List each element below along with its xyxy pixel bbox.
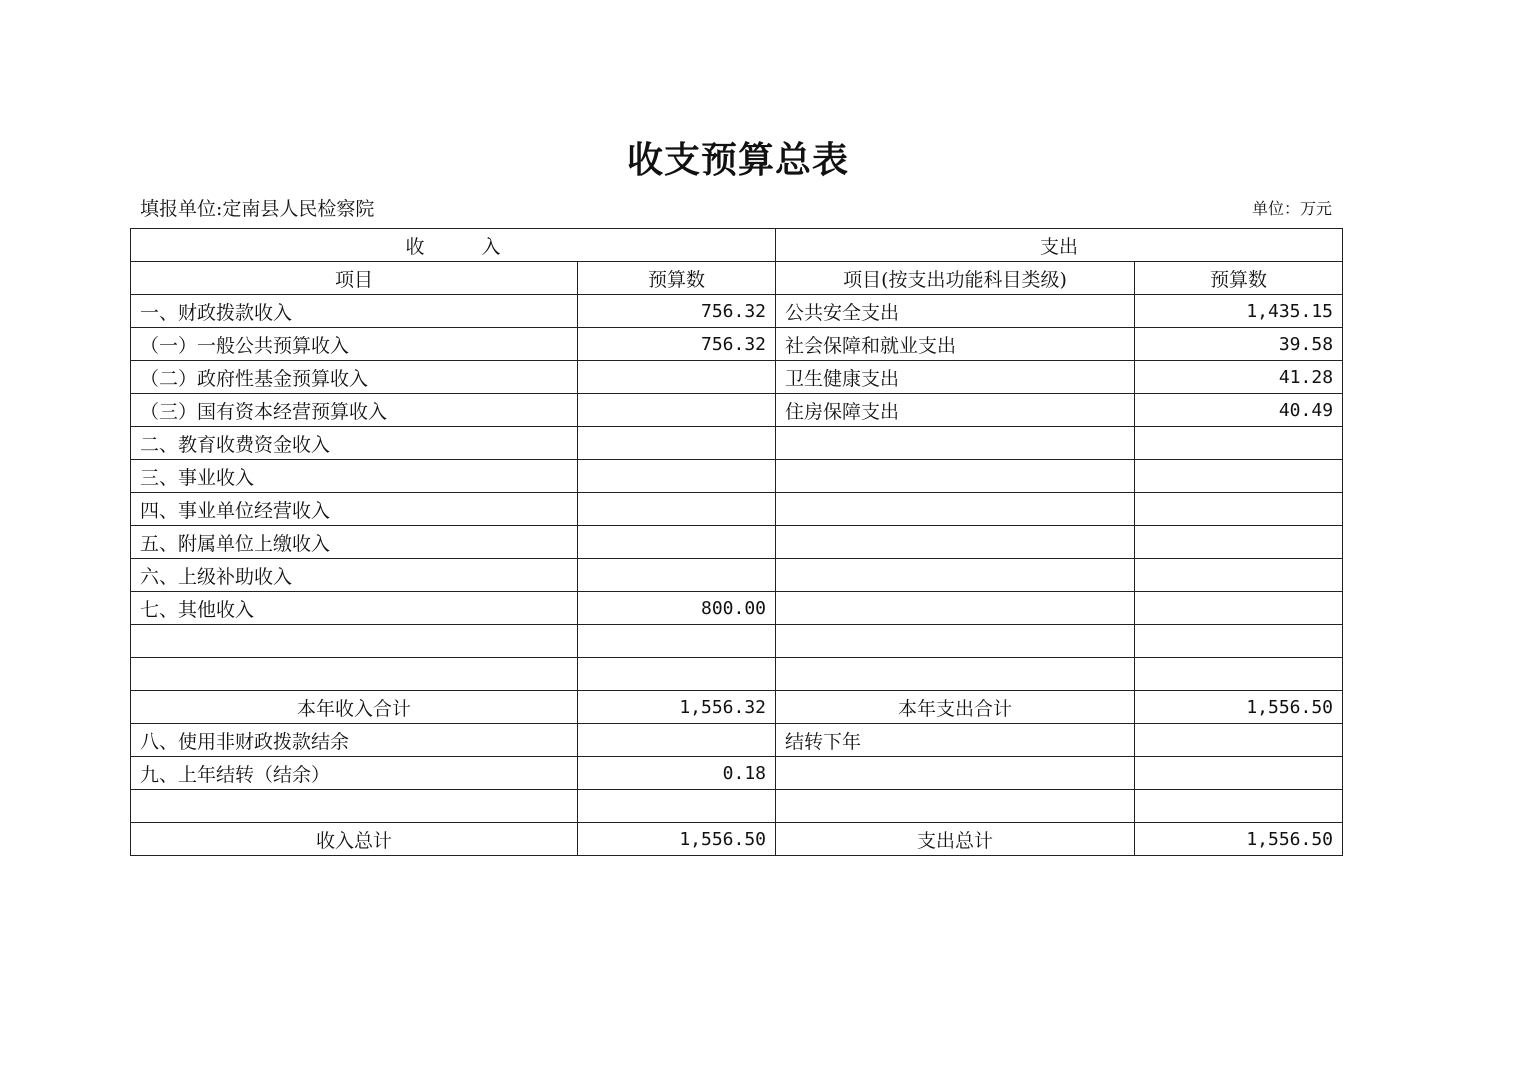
header-row-sections xyxy=(131,229,1343,262)
expense-item xyxy=(776,592,1135,625)
header-row-columns xyxy=(131,262,1343,295)
table-row xyxy=(131,625,1343,658)
income-amount xyxy=(578,361,776,394)
income-amount: 756.32 xyxy=(578,295,776,328)
table-row xyxy=(131,328,1343,361)
income-amount: 800.00 xyxy=(578,592,776,625)
income-item: 五、附属单位上缴收入 xyxy=(131,526,578,559)
expense-item xyxy=(776,625,1135,658)
table-row xyxy=(131,757,1343,790)
table-row xyxy=(131,493,1343,526)
total-row xyxy=(131,823,1343,856)
expense-amount: 39.58 xyxy=(1135,328,1343,361)
income-item xyxy=(131,625,578,658)
table-row xyxy=(131,526,1343,559)
expense-item xyxy=(776,526,1135,559)
expense-item xyxy=(776,757,1135,790)
expense-amount-header: 预算数 xyxy=(1135,262,1343,295)
income-amount xyxy=(578,526,776,559)
expense-item xyxy=(776,559,1135,592)
income-amount: 756.32 xyxy=(578,328,776,361)
expense-amount xyxy=(1135,592,1343,625)
table-row xyxy=(131,460,1343,493)
expense-item xyxy=(776,790,1135,823)
expense-item-header: 项目(按支出功能科目类级) xyxy=(776,262,1135,295)
expense-amount: 41.28 xyxy=(1135,361,1343,394)
expense-amount xyxy=(1135,724,1343,757)
expense-amount: 1,435.15 xyxy=(1135,295,1343,328)
income-amount xyxy=(578,625,776,658)
expense-amount xyxy=(1135,790,1343,823)
income-total-label: 收入总计 xyxy=(131,823,578,856)
expense-amount xyxy=(1135,526,1343,559)
expense-amount: 40.49 xyxy=(1135,394,1343,427)
income-item xyxy=(131,790,578,823)
income-item: （一）一般公共预算收入 xyxy=(131,328,578,361)
table-row xyxy=(131,295,1343,328)
income-subtotal-amount: 1,556.32 xyxy=(578,691,776,724)
table-row xyxy=(131,361,1343,394)
expense-item: 住房保障支出 xyxy=(776,394,1135,427)
income-item: （三）国有资本经营预算收入 xyxy=(131,394,578,427)
expense-item: 卫生健康支出 xyxy=(776,361,1135,394)
expense-amount xyxy=(1135,493,1343,526)
table-row xyxy=(131,394,1343,427)
table-row xyxy=(131,790,1343,823)
income-amount xyxy=(578,394,776,427)
expense-amount xyxy=(1135,625,1343,658)
expense-section-header: 支出 xyxy=(776,229,1343,262)
expense-total-label: 支出总计 xyxy=(776,823,1135,856)
expense-amount xyxy=(1135,460,1343,493)
expense-item: 社会保障和就业支出 xyxy=(776,328,1135,361)
subtotal-row xyxy=(131,691,1343,724)
income-subtotal-label: 本年收入合计 xyxy=(131,691,578,724)
income-item: 八、使用非财政拨款结余 xyxy=(131,724,578,757)
page-title: 收支预算总表 xyxy=(626,139,849,181)
expense-subtotal-label: 本年支出合计 xyxy=(776,691,1135,724)
income-item: 六、上级补助收入 xyxy=(131,559,578,592)
income-item: 九、上年结转（结余） xyxy=(131,757,578,790)
table-row xyxy=(131,724,1343,757)
income-amount xyxy=(578,493,776,526)
income-item-header: 项目 xyxy=(131,262,578,295)
expense-item: 公共安全支出 xyxy=(776,295,1135,328)
expense-amount xyxy=(1135,427,1343,460)
income-amount: 0.18 xyxy=(578,757,776,790)
expense-item xyxy=(776,460,1135,493)
income-amount xyxy=(578,559,776,592)
expense-amount xyxy=(1135,757,1343,790)
income-item: 四、事业单位经营收入 xyxy=(131,493,578,526)
table-row xyxy=(131,592,1343,625)
expense-item: 结转下年 xyxy=(776,724,1135,757)
expense-total-amount: 1,556.50 xyxy=(1135,823,1343,856)
income-item: 三、事业收入 xyxy=(131,460,578,493)
income-total-amount: 1,556.50 xyxy=(578,823,776,856)
income-amount xyxy=(578,427,776,460)
expense-item xyxy=(776,427,1135,460)
income-item: （二）政府性基金预算收入 xyxy=(131,361,578,394)
income-amount-header: 预算数 xyxy=(578,262,776,295)
income-item: 七、其他收入 xyxy=(131,592,578,625)
income-section-header: 收 入 xyxy=(131,229,776,262)
income-amount xyxy=(578,460,776,493)
table-row xyxy=(131,658,1343,691)
expense-amount xyxy=(1135,658,1343,691)
table-row xyxy=(131,427,1343,460)
reporting-unit: 填报单位:定南县人民检察院 xyxy=(140,198,375,220)
income-item: 二、教育收费资金收入 xyxy=(131,427,578,460)
income-amount xyxy=(578,658,776,691)
expense-item xyxy=(776,493,1135,526)
currency-unit: 单位：万元 xyxy=(1251,199,1332,218)
income-amount xyxy=(578,790,776,823)
expense-subtotal-amount: 1,556.50 xyxy=(1135,691,1343,724)
expense-amount xyxy=(1135,559,1343,592)
income-amount xyxy=(578,724,776,757)
table-row xyxy=(131,559,1343,592)
expense-item xyxy=(776,658,1135,691)
income-item: 一、财政拨款收入 xyxy=(131,295,578,328)
income-item xyxy=(131,658,578,691)
budget-table xyxy=(130,228,1343,856)
